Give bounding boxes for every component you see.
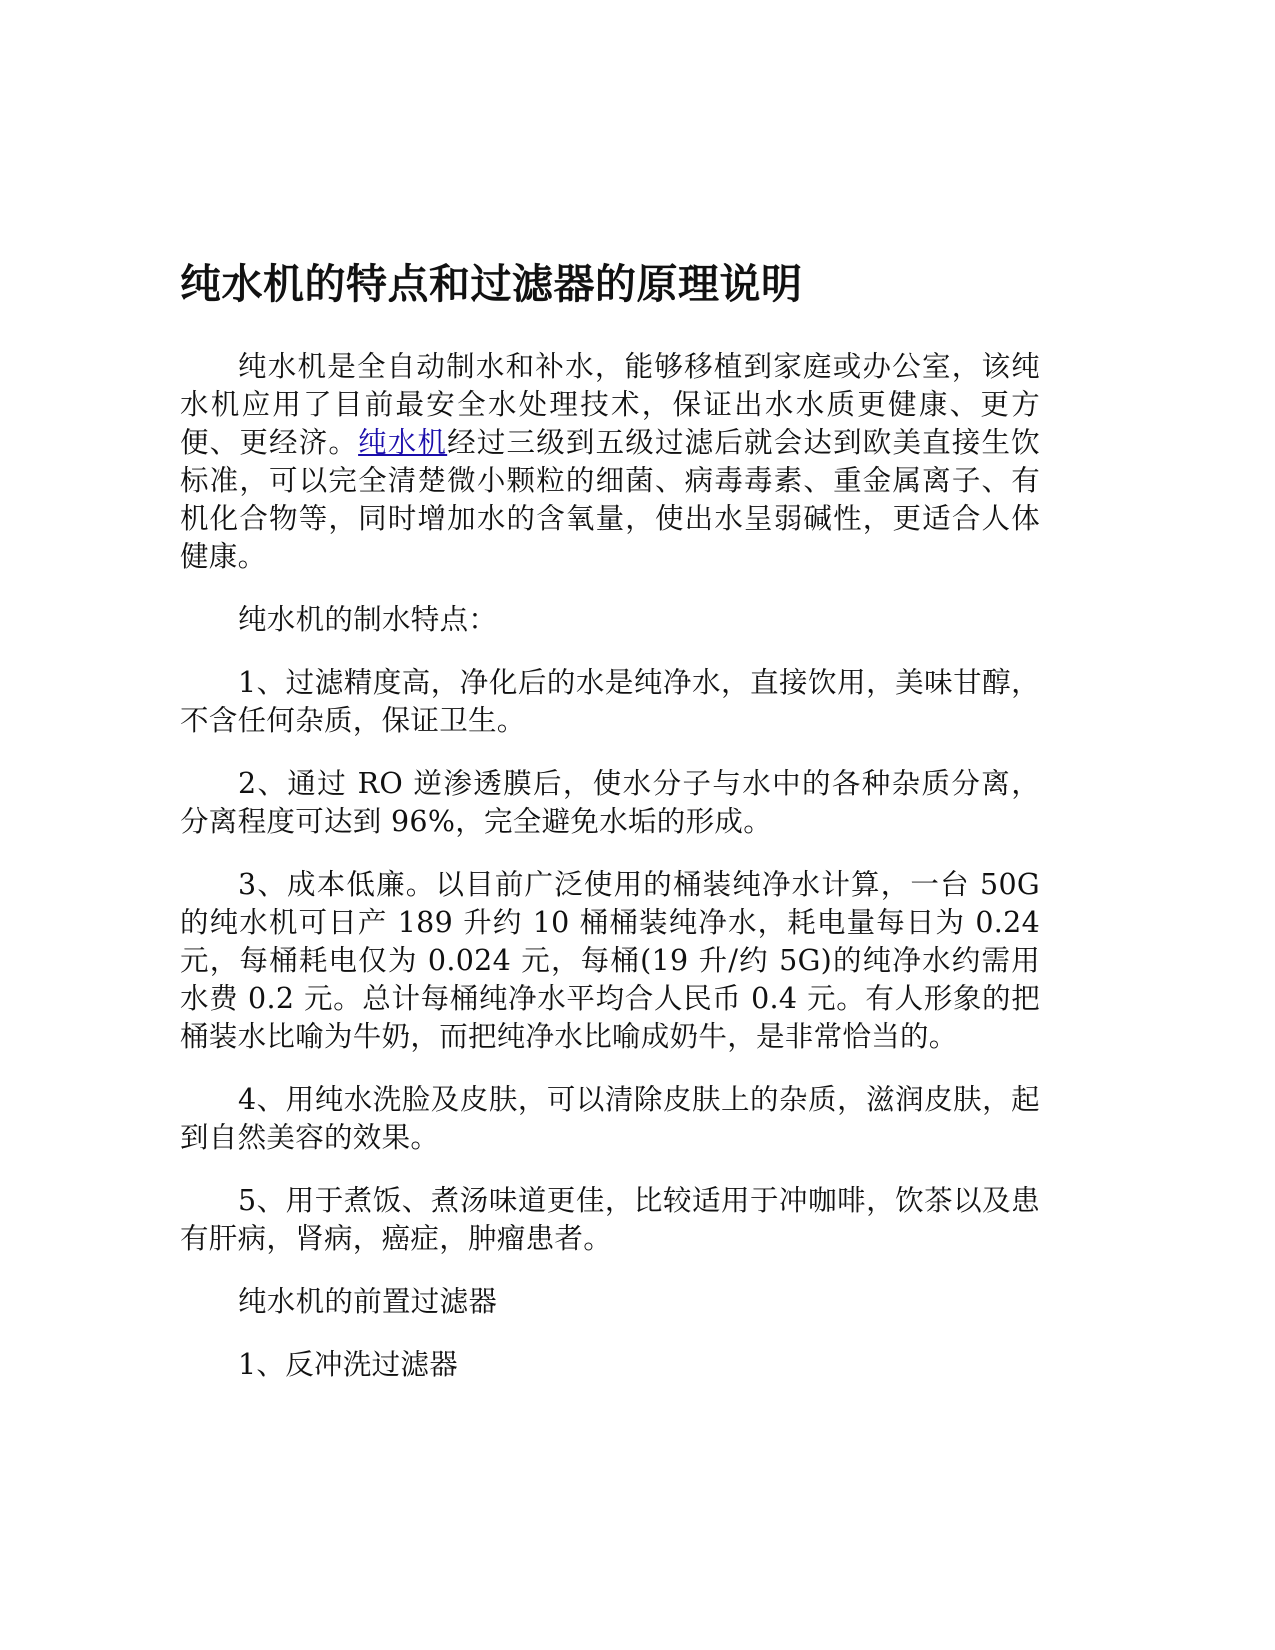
filter-item-1: 1、反冲洗过滤器 — [238, 1348, 459, 1381]
feature-item-5: 5、用于煮饭、煮汤味道更佳，比较适用于冲咖啡，饮茶以及患有肝病，肾病，癌症，肿瘤患者。 — [180, 1184, 1040, 1255]
filter-heading: 纯水机的前置过滤器 — [238, 1285, 498, 1318]
feature-item-4: 4、用纯水洗脸及皮肤，可以清除皮肤上的杂质，滋润皮肤，起到自然美容的效果。 — [180, 1083, 1040, 1154]
document-title: 纯水机的特点和过滤器的原理说明 — [180, 260, 803, 308]
feature-item-2: 2、通过 RO 逆渗透膜后，使水分子与水中的各种杂质分离，分离程度可达到 96%，完全避免水垢的形成。 — [180, 767, 1040, 838]
intro-paragraph — [180, 348, 1040, 576]
feature-item-3: 3、成本低廉。以目前广泛使用的桶装纯净水计算，一台 50G 的纯水机可日产 189 升约 10 桶桶装纯净水，耗电量每日为 0.24 元，每桶耗电仅为 0.024 元，每桶(19 升/约 5G)的纯净水约需用水费 0.2 元。总计每桶纯净水平均合人民币 0.4 元。有人形象的把桶装水比喻为牛奶，而把纯净水比喻成奶牛，是非常恰当的。 — [180, 868, 1040, 1053]
pure-water-machine-link[interactable]: 纯水机 — [358, 426, 448, 459]
intro-text-before-link: 纯水机是全自动制水和补水，能够移植到家庭或办公室，该纯水机应用了目前最安全水处理技术，保证出水水质更健康、更方便、更经济。 — [180, 350, 1040, 459]
intro-text-after-link: 经过三级到五级过滤后就会达到欧美直接生饮标准，可以完全清楚微小颗粒的细菌、病毒毒素、重金属离子、有机化合物等，同时增加水的含氧量，使出水呈弱碱性，更适合人体健康。 — [180, 426, 1040, 573]
feature-item-1: 1、过滤精度高，净化后的水是纯净水，直接饮用，美味甘醇，不含任何杂质，保证卫生。 — [180, 666, 1040, 737]
features-heading: 纯水机的制水特点： — [238, 603, 498, 636]
document-page — [180, 258, 1040, 1409]
